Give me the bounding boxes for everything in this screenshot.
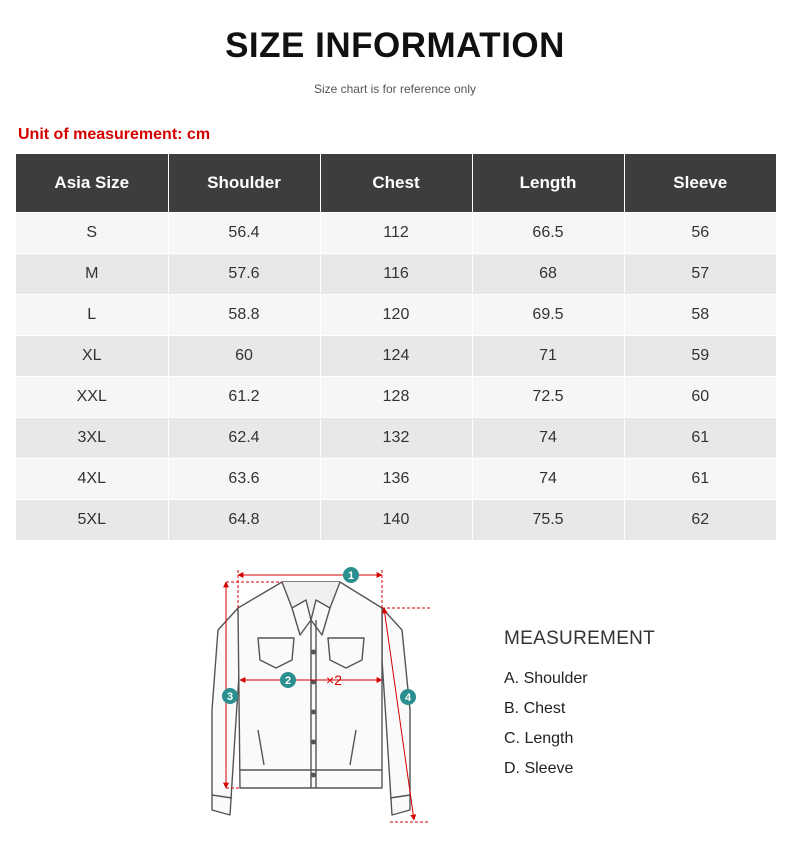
marker-label: 2 [284,675,292,687]
jacket-outline-icon [212,582,410,815]
table-cell: 58 [624,295,776,336]
page-subtitle: Size chart is for reference only [313,82,477,96]
column-header-shoulder: Shoulder [168,154,320,213]
page-title: SIZE INFORMATION [225,26,565,65]
column-header-length: Length [472,154,624,213]
column-header-chest: Chest [320,154,472,213]
table-cell: 124 [320,336,472,377]
table-cell: 74 [472,459,624,500]
marker-1-icon [343,567,359,583]
legend-item-chest: B. Chest [504,700,566,717]
measurement-legend [504,668,588,788]
table-row [16,377,776,418]
table-cell: 3XL [16,418,168,459]
table-cell: 57.6 [168,254,320,295]
table-cell: 62 [624,500,776,541]
legend-item-sleeve: D. Sleeve [504,760,574,777]
column-header-asia-size: Asia Size [16,154,168,213]
chest-multiplier: ×2 [326,672,342,688]
legend-item-length: C. Length [504,730,574,747]
table-cell: 112 [320,213,472,254]
table-cell: 4XL [16,459,168,500]
marker-3-icon [222,688,238,704]
marker-label: 3 [226,691,234,703]
table-cell: 64.8 [168,500,320,541]
unit-note: Unit of measurement: cm [18,126,211,143]
table-cell: L [16,295,168,336]
table-row [16,254,776,295]
table-cell: 63.6 [168,459,320,500]
table-row [16,336,776,377]
table-cell: 56.4 [168,213,320,254]
table-cell: 57 [624,254,776,295]
table-cell: 5XL [16,500,168,541]
table-cell: 75.5 [472,500,624,541]
table-row [16,213,776,254]
table-row [16,459,776,500]
table-row [16,295,776,336]
marker-2-icon [280,672,296,688]
table-cell: 71 [472,336,624,377]
table-cell: 69.5 [472,295,624,336]
table-cell: 74 [472,418,624,459]
table-cell: 128 [320,377,472,418]
table-cell: 58.8 [168,295,320,336]
marker-4-icon [400,689,416,705]
table-cell: 120 [320,295,472,336]
table-cell: 68 [472,254,624,295]
jacket-diagram [200,560,450,835]
table-cell: 60 [168,336,320,377]
table-cell: 72.5 [472,377,624,418]
marker-label: 1 [347,570,355,582]
table-cell: XL [16,336,168,377]
table-cell: 116 [320,254,472,295]
table-cell: 61 [624,418,776,459]
column-header-sleeve: Sleeve [624,154,776,213]
table-row [16,500,776,541]
table-cell: 61 [624,459,776,500]
measurement-title: MEASUREMENT [504,628,656,649]
table-cell: 59 [624,336,776,377]
table-cell: 62.4 [168,418,320,459]
table-cell: 140 [320,500,472,541]
table-cell: 136 [320,459,472,500]
table-cell: 56 [624,213,776,254]
table-cell: 66.5 [472,213,624,254]
table-cell: 61.2 [168,377,320,418]
table-cell: XXL [16,377,168,418]
table-cell: S [16,213,168,254]
table-cell: 60 [624,377,776,418]
legend-item-shoulder: A. Shoulder [504,670,588,687]
marker-label: 4 [404,692,412,704]
size-table [16,154,776,540]
table-row [16,418,776,459]
table-cell: M [16,254,168,295]
table-cell: 132 [320,418,472,459]
table-header-row [16,154,776,213]
